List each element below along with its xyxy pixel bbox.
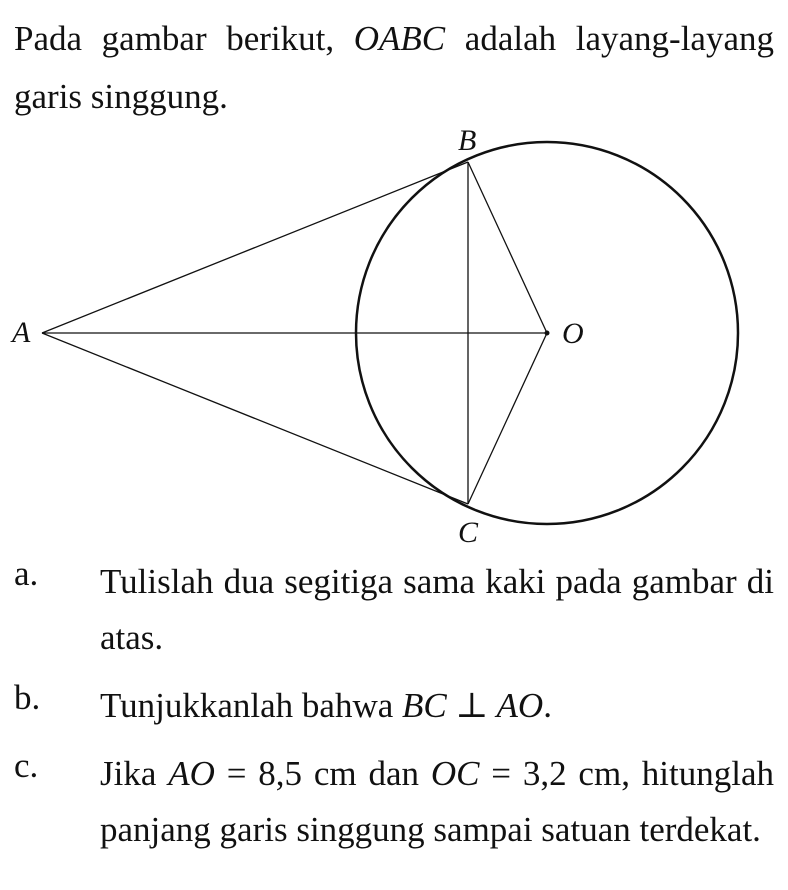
question-c — [14, 746, 774, 858]
question-letter: a. — [14, 554, 39, 593]
segment-AO-name: AO — [168, 754, 215, 793]
question-letter: b. — [14, 678, 41, 717]
question-c-part1: Jika — [100, 754, 169, 793]
segment-CO — [468, 333, 547, 504]
center-point-O — [545, 331, 550, 336]
question-list — [14, 554, 774, 870]
question-text: Tulislah dua segitiga sama kaki pada gambar di atas. — [100, 562, 774, 657]
question-b — [14, 678, 774, 734]
segment-OC-name: OC — [430, 754, 480, 793]
segment-AC — [42, 333, 468, 504]
kite-figure — [0, 120, 788, 560]
question-b-suffix: . — [543, 686, 552, 725]
label-C: C — [458, 516, 479, 549]
label-B: B — [458, 124, 477, 157]
kite-diagram — [0, 120, 788, 560]
segment-BO — [468, 162, 547, 333]
segment-AB — [42, 162, 468, 333]
question-c-part2: = 8,5 cm dan — [214, 754, 431, 793]
question-b-prefix: Tunjukkanlah bahwa — [100, 686, 403, 725]
question-letter: c. — [14, 746, 39, 785]
question-c-part3: = 3,2 cm, hitunglah panjang garis singgung sampai satuan terdekat. — [100, 754, 774, 849]
perpendicular-expression: BC ⊥ AO — [402, 686, 544, 725]
problem-intro — [14, 10, 774, 126]
question-a — [14, 554, 774, 666]
intro-text-1: Pada gambar berikut, — [14, 19, 354, 58]
question-text — [100, 746, 774, 858]
kite-name: OABC — [353, 19, 446, 58]
question-text — [100, 678, 774, 734]
label-O: O — [562, 317, 584, 350]
intro-text-2: adalah layang-layang garis singgung. — [14, 19, 774, 116]
label-A: A — [12, 316, 31, 349]
